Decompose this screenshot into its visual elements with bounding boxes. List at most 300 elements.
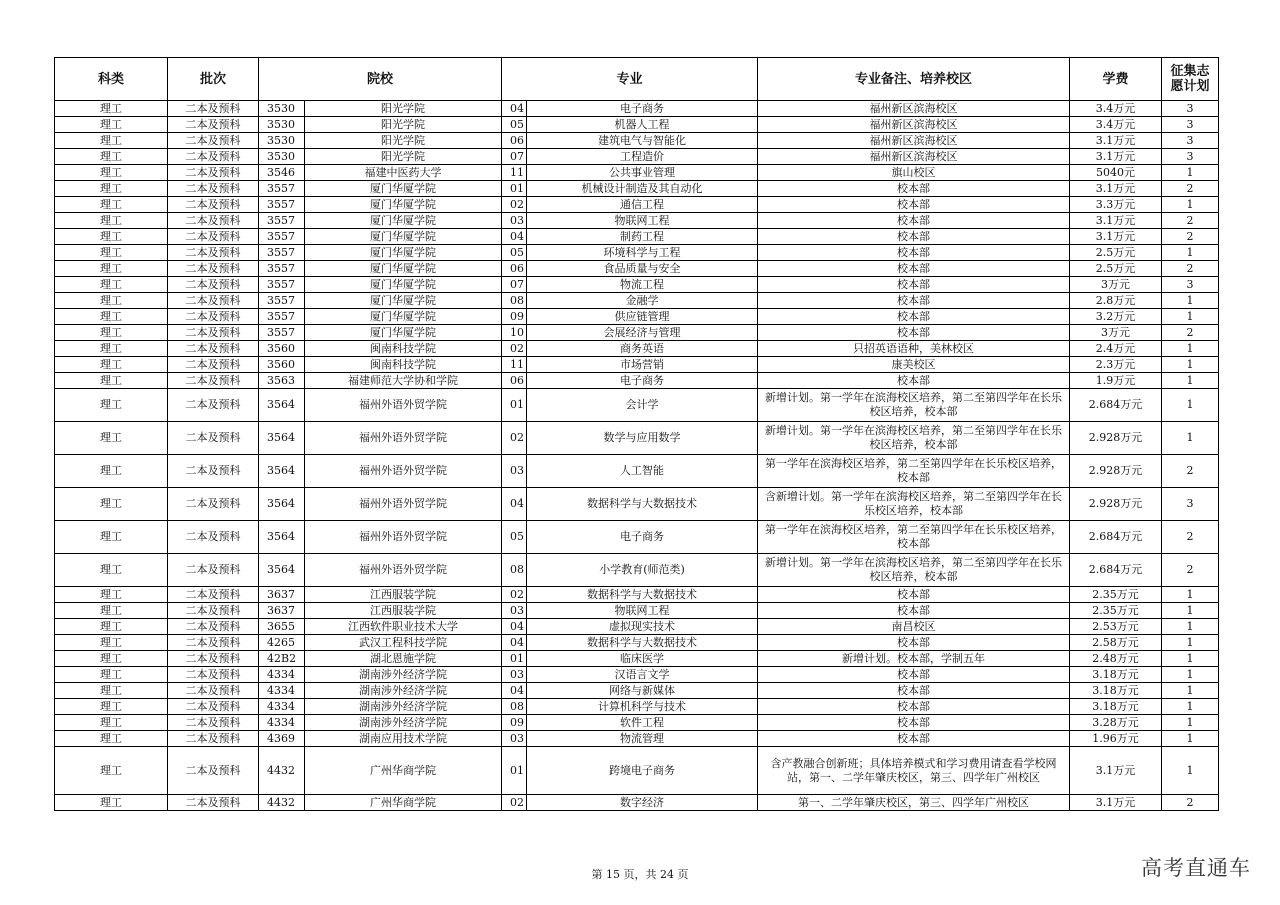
- cell-kelei: 理工: [55, 603, 168, 619]
- cell-school: 阳光学院: [305, 117, 502, 133]
- table-row: [55, 422, 1219, 455]
- cell-plan: 3: [1162, 117, 1219, 133]
- cell-note: 校本部: [758, 699, 1070, 715]
- cell-school-code: 3557: [259, 213, 305, 229]
- cell-major-code: 01: [502, 747, 527, 795]
- cell-fee: 3.2万元: [1070, 309, 1162, 325]
- cell-plan: 2: [1162, 213, 1219, 229]
- cell-school-code: 3557: [259, 229, 305, 245]
- cell-school: 厦门华厦学院: [305, 293, 502, 309]
- cell-plan: 2: [1162, 181, 1219, 197]
- cell-plan: 2: [1162, 229, 1219, 245]
- cell-note: 校本部: [758, 587, 1070, 603]
- cell-fee: 5040元: [1070, 165, 1162, 181]
- cell-school-code: 3530: [259, 117, 305, 133]
- cell-pici: 二本及预科: [168, 373, 259, 389]
- cell-plan: 1: [1162, 667, 1219, 683]
- cell-major-code: 11: [502, 357, 527, 373]
- cell-fee: 2.928万元: [1070, 422, 1162, 455]
- cell-pici: 二本及预科: [168, 699, 259, 715]
- admission-table-sheet: [54, 57, 1218, 811]
- table-row: [55, 133, 1219, 149]
- cell-major: 汉语言文学: [527, 667, 758, 683]
- cell-major-code: 04: [502, 229, 527, 245]
- cell-school-code: 3564: [259, 521, 305, 554]
- cell-school-code: 3557: [259, 197, 305, 213]
- cell-plan: 1: [1162, 197, 1219, 213]
- cell-plan: 1: [1162, 373, 1219, 389]
- cell-kelei: 理工: [55, 521, 168, 554]
- table-row: [55, 455, 1219, 488]
- table-row: [55, 181, 1219, 197]
- cell-kelei: 理工: [55, 101, 168, 117]
- table-row: [55, 635, 1219, 651]
- table-row: [55, 229, 1219, 245]
- cell-note: 校本部: [758, 245, 1070, 261]
- cell-major: 数据科学与大数据技术: [527, 587, 758, 603]
- cell-major: 机械设计制造及其自动化: [527, 181, 758, 197]
- cell-kelei: 理工: [55, 133, 168, 149]
- cell-major-code: 09: [502, 715, 527, 731]
- cell-major-code: 02: [502, 795, 527, 811]
- cell-plan: 2: [1162, 521, 1219, 554]
- table-row: [55, 149, 1219, 165]
- cell-major: 会展经济与管理: [527, 325, 758, 341]
- cell-kelei: 理工: [55, 357, 168, 373]
- cell-plan: 1: [1162, 603, 1219, 619]
- cell-plan: 1: [1162, 635, 1219, 651]
- cell-major: 会计学: [527, 389, 758, 422]
- cell-school-code: 3560: [259, 357, 305, 373]
- cell-major: 小学教育(师范类): [527, 554, 758, 587]
- cell-school: 湖南涉外经济学院: [305, 699, 502, 715]
- cell-note: 只招英语语种，美林校区: [758, 341, 1070, 357]
- cell-plan: 3: [1162, 101, 1219, 117]
- table-row: [55, 373, 1219, 389]
- cell-note: 福州新区滨海校区: [758, 101, 1070, 117]
- cell-fee: 2.58万元: [1070, 635, 1162, 651]
- cell-major-code: 02: [502, 341, 527, 357]
- cell-major-code: 04: [502, 101, 527, 117]
- cell-school: 福建师范大学协和学院: [305, 373, 502, 389]
- cell-pici: 二本及预科: [168, 651, 259, 667]
- cell-major-code: 08: [502, 554, 527, 587]
- cell-note: 校本部: [758, 667, 1070, 683]
- cell-note: 校本部: [758, 325, 1070, 341]
- cell-note: 南昌校区: [758, 619, 1070, 635]
- cell-major-code: 04: [502, 683, 527, 699]
- cell-fee: 1.9万元: [1070, 373, 1162, 389]
- cell-fee: 2.5万元: [1070, 261, 1162, 277]
- cell-kelei: 理工: [55, 117, 168, 133]
- cell-fee: 3.1万元: [1070, 133, 1162, 149]
- cell-fee: 3.18万元: [1070, 667, 1162, 683]
- cell-school: 福州外语外贸学院: [305, 422, 502, 455]
- cell-major-code: 01: [502, 181, 527, 197]
- header-pici: 批次: [168, 58, 259, 101]
- cell-kelei: 理工: [55, 213, 168, 229]
- cell-major: 物联网工程: [527, 603, 758, 619]
- cell-kelei: 理工: [55, 422, 168, 455]
- cell-major: 供应链管理: [527, 309, 758, 325]
- cell-plan: 2: [1162, 795, 1219, 811]
- cell-major-code: 10: [502, 325, 527, 341]
- cell-pici: 二本及预科: [168, 715, 259, 731]
- table-row: [55, 325, 1219, 341]
- cell-note: 校本部: [758, 229, 1070, 245]
- cell-major-code: 03: [502, 731, 527, 747]
- cell-major-code: 03: [502, 455, 527, 488]
- cell-school-code: 4432: [259, 795, 305, 811]
- cell-school-code: 3637: [259, 603, 305, 619]
- cell-plan: 1: [1162, 389, 1219, 422]
- table-row: [55, 357, 1219, 373]
- cell-pici: 二本及预科: [168, 117, 259, 133]
- cell-fee: 3.18万元: [1070, 683, 1162, 699]
- table-row: [55, 341, 1219, 357]
- table-row: [55, 731, 1219, 747]
- cell-fee: 3.1万元: [1070, 747, 1162, 795]
- cell-kelei: 理工: [55, 587, 168, 603]
- cell-note: 校本部: [758, 603, 1070, 619]
- cell-plan: 3: [1162, 133, 1219, 149]
- cell-school: 厦门华厦学院: [305, 245, 502, 261]
- cell-kelei: 理工: [55, 309, 168, 325]
- cell-pici: 二本及预科: [168, 619, 259, 635]
- cell-school: 闽南科技学院: [305, 341, 502, 357]
- cell-fee: 3万元: [1070, 277, 1162, 293]
- table-row: [55, 699, 1219, 715]
- cell-note: 新增计划。第一学年在滨海校区培养，第二至第四学年在长乐校区培养，校本部: [758, 554, 1070, 587]
- cell-pici: 二本及预科: [168, 293, 259, 309]
- cell-major-code: 02: [502, 197, 527, 213]
- cell-fee: 3.1万元: [1070, 181, 1162, 197]
- cell-major: 制药工程: [527, 229, 758, 245]
- cell-school-code: 3546: [259, 165, 305, 181]
- cell-fee: 2.3万元: [1070, 357, 1162, 373]
- table-row: [55, 277, 1219, 293]
- cell-pici: 二本及预科: [168, 488, 259, 521]
- cell-fee: 2.684万元: [1070, 554, 1162, 587]
- cell-note: 校本部: [758, 197, 1070, 213]
- cell-school: 广州华商学院: [305, 747, 502, 795]
- header-major: 专业: [502, 58, 758, 101]
- cell-note: 含新增计划。第一学年在滨海校区培养，第二至第四学年在长乐校区培养，校本部: [758, 488, 1070, 521]
- cell-school: 江西软件职业技术大学: [305, 619, 502, 635]
- cell-major: 物流管理: [527, 731, 758, 747]
- cell-major: 电子商务: [527, 373, 758, 389]
- cell-school-code: 3557: [259, 261, 305, 277]
- cell-note: 福州新区滨海校区: [758, 117, 1070, 133]
- cell-fee: 2.928万元: [1070, 488, 1162, 521]
- cell-kelei: 理工: [55, 619, 168, 635]
- cell-note: 第一学年在滨海校区培养，第二至第四学年在长乐校区培养，校本部: [758, 521, 1070, 554]
- table-row: [55, 683, 1219, 699]
- cell-fee: 2.35万元: [1070, 587, 1162, 603]
- cell-note: 福州新区滨海校区: [758, 149, 1070, 165]
- cell-school: 福州外语外贸学院: [305, 554, 502, 587]
- cell-school: 厦门华厦学院: [305, 197, 502, 213]
- cell-school-code: 4334: [259, 683, 305, 699]
- table-row: [55, 521, 1219, 554]
- cell-plan: 3: [1162, 488, 1219, 521]
- cell-kelei: 理工: [55, 731, 168, 747]
- cell-major: 软件工程: [527, 715, 758, 731]
- cell-note: 校本部: [758, 731, 1070, 747]
- cell-major: 计算机科学与技术: [527, 699, 758, 715]
- cell-major: 物流工程: [527, 277, 758, 293]
- cell-school: 阳光学院: [305, 133, 502, 149]
- cell-plan: 1: [1162, 341, 1219, 357]
- cell-major: 跨境电子商务: [527, 747, 758, 795]
- cell-school: 厦门华厦学院: [305, 261, 502, 277]
- cell-major: 人工智能: [527, 455, 758, 488]
- cell-fee: 2.48万元: [1070, 651, 1162, 667]
- cell-kelei: 理工: [55, 667, 168, 683]
- cell-fee: 3.1万元: [1070, 213, 1162, 229]
- cell-pici: 二本及预科: [168, 603, 259, 619]
- cell-pici: 二本及预科: [168, 455, 259, 488]
- table-row: [55, 293, 1219, 309]
- cell-major: 工程造价: [527, 149, 758, 165]
- cell-major-code: 02: [502, 587, 527, 603]
- cell-fee: 2.35万元: [1070, 603, 1162, 619]
- table-row: [55, 389, 1219, 422]
- cell-kelei: 理工: [55, 699, 168, 715]
- cell-kelei: 理工: [55, 488, 168, 521]
- cell-fee: 2.4万元: [1070, 341, 1162, 357]
- cell-school: 湖南涉外经济学院: [305, 715, 502, 731]
- cell-pici: 二本及预科: [168, 795, 259, 811]
- cell-pici: 二本及预科: [168, 587, 259, 603]
- cell-note: 校本部: [758, 715, 1070, 731]
- table-row: [55, 245, 1219, 261]
- cell-fee: 3.1万元: [1070, 229, 1162, 245]
- cell-school-code: 4334: [259, 699, 305, 715]
- cell-school: 厦门华厦学院: [305, 213, 502, 229]
- cell-major: 电子商务: [527, 101, 758, 117]
- cell-school-code: 3564: [259, 422, 305, 455]
- page-footer: 第 15 页，共 24 页: [591, 868, 689, 881]
- cell-major-code: 07: [502, 277, 527, 293]
- cell-plan: 1: [1162, 293, 1219, 309]
- cell-major-code: 04: [502, 488, 527, 521]
- table-row: [55, 488, 1219, 521]
- cell-note: 新增计划。第一学年在滨海校区培养，第二至第四学年在长乐校区培养，校本部: [758, 389, 1070, 422]
- cell-fee: 2.928万元: [1070, 455, 1162, 488]
- cell-school-code: 42B2: [259, 651, 305, 667]
- cell-plan: 1: [1162, 245, 1219, 261]
- cell-major: 食品质量与安全: [527, 261, 758, 277]
- cell-school-code: 3557: [259, 293, 305, 309]
- cell-pici: 二本及预科: [168, 521, 259, 554]
- cell-pici: 二本及预科: [168, 149, 259, 165]
- cell-note: 校本部: [758, 293, 1070, 309]
- cell-major: 建筑电气与智能化: [527, 133, 758, 149]
- cell-major-code: 04: [502, 635, 527, 651]
- cell-kelei: 理工: [55, 181, 168, 197]
- cell-plan: 1: [1162, 357, 1219, 373]
- cell-kelei: 理工: [55, 165, 168, 181]
- cell-kelei: 理工: [55, 651, 168, 667]
- cell-major: 临床医学: [527, 651, 758, 667]
- cell-major: 网络与新媒体: [527, 683, 758, 699]
- cell-pici: 二本及预科: [168, 261, 259, 277]
- cell-kelei: 理工: [55, 149, 168, 165]
- cell-note: 新增计划。校本部，学制五年: [758, 651, 1070, 667]
- cell-school: 厦门华厦学院: [305, 309, 502, 325]
- cell-note: 校本部: [758, 261, 1070, 277]
- cell-major-code: 03: [502, 213, 527, 229]
- cell-major: 电子商务: [527, 521, 758, 554]
- cell-plan: 1: [1162, 747, 1219, 795]
- cell-note: 福州新区滨海校区: [758, 133, 1070, 149]
- cell-school: 福州外语外贸学院: [305, 521, 502, 554]
- cell-major: 数学与应用数学: [527, 422, 758, 455]
- cell-kelei: 理工: [55, 341, 168, 357]
- header-fee: 学费: [1070, 58, 1162, 101]
- cell-school-code: 3564: [259, 389, 305, 422]
- table-row: [55, 213, 1219, 229]
- cell-major-code: 06: [502, 261, 527, 277]
- cell-school: 福州外语外贸学院: [305, 455, 502, 488]
- cell-note: 第一学年在滨海校区培养，第二至第四学年在长乐校区培养，校本部: [758, 455, 1070, 488]
- cell-note: 康美校区: [758, 357, 1070, 373]
- cell-school-code: 4432: [259, 747, 305, 795]
- cell-kelei: 理工: [55, 683, 168, 699]
- cell-major-code: 08: [502, 293, 527, 309]
- cell-fee: 2.5万元: [1070, 245, 1162, 261]
- cell-plan: 2: [1162, 455, 1219, 488]
- cell-school-code: 3557: [259, 245, 305, 261]
- cell-school: 湖北恩施学院: [305, 651, 502, 667]
- cell-school: 阳光学院: [305, 101, 502, 117]
- cell-pici: 二本及预科: [168, 635, 259, 651]
- table-row: [55, 261, 1219, 277]
- cell-school: 湖南涉外经济学院: [305, 683, 502, 699]
- cell-school-code: 3557: [259, 181, 305, 197]
- cell-note: 校本部: [758, 635, 1070, 651]
- cell-note: 校本部: [758, 373, 1070, 389]
- cell-pici: 二本及预科: [168, 554, 259, 587]
- cell-major-code: 11: [502, 165, 527, 181]
- table-row: [55, 715, 1219, 731]
- cell-school-code: 4334: [259, 715, 305, 731]
- cell-major-code: 06: [502, 373, 527, 389]
- cell-pici: 二本及预科: [168, 667, 259, 683]
- cell-pici: 二本及预科: [168, 683, 259, 699]
- cell-major: 虚拟现实技术: [527, 619, 758, 635]
- cell-major: 市场营销: [527, 357, 758, 373]
- cell-major-code: 05: [502, 521, 527, 554]
- cell-plan: 1: [1162, 587, 1219, 603]
- cell-plan: 1: [1162, 731, 1219, 747]
- cell-kelei: 理工: [55, 747, 168, 795]
- cell-pici: 二本及预科: [168, 341, 259, 357]
- watermark: 高考直通车: [1141, 856, 1251, 880]
- cell-pici: 二本及预科: [168, 229, 259, 245]
- cell-school-code: 4265: [259, 635, 305, 651]
- cell-kelei: 理工: [55, 277, 168, 293]
- cell-pici: 二本及预科: [168, 325, 259, 341]
- cell-pici: 二本及预科: [168, 101, 259, 117]
- cell-major: 通信工程: [527, 197, 758, 213]
- cell-pici: 二本及预科: [168, 197, 259, 213]
- cell-note: 新增计划。第一学年在滨海校区培养，第二至第四学年在长乐校区培养，校本部: [758, 422, 1070, 455]
- cell-plan: 2: [1162, 261, 1219, 277]
- cell-major-code: 02: [502, 422, 527, 455]
- table-row: [55, 309, 1219, 325]
- cell-fee: 3.4万元: [1070, 101, 1162, 117]
- cell-fee: 3万元: [1070, 325, 1162, 341]
- cell-school-code: 4369: [259, 731, 305, 747]
- cell-pici: 二本及预科: [168, 133, 259, 149]
- cell-plan: 1: [1162, 715, 1219, 731]
- cell-pici: 二本及预科: [168, 181, 259, 197]
- cell-plan: 1: [1162, 651, 1219, 667]
- cell-fee: 3.1万元: [1070, 149, 1162, 165]
- cell-note: 旗山校区: [758, 165, 1070, 181]
- cell-school-code: 3530: [259, 133, 305, 149]
- cell-fee: 3.1万元: [1070, 795, 1162, 811]
- cell-major-code: 05: [502, 245, 527, 261]
- table-row: [55, 603, 1219, 619]
- table-row: [55, 651, 1219, 667]
- cell-pici: 二本及预科: [168, 731, 259, 747]
- table-header-row: [55, 58, 1219, 101]
- header-school: 院校: [259, 58, 502, 101]
- cell-pici: 二本及预科: [168, 165, 259, 181]
- cell-school-code: 4334: [259, 667, 305, 683]
- cell-school-code: 3530: [259, 149, 305, 165]
- cell-plan: 1: [1162, 309, 1219, 325]
- cell-school: 江西服装学院: [305, 603, 502, 619]
- cell-school: 福州外语外贸学院: [305, 389, 502, 422]
- cell-kelei: 理工: [55, 245, 168, 261]
- cell-pici: 二本及预科: [168, 213, 259, 229]
- table-row: [55, 747, 1219, 795]
- cell-pici: 二本及预科: [168, 357, 259, 373]
- cell-major-code: 03: [502, 667, 527, 683]
- cell-school: 厦门华厦学院: [305, 277, 502, 293]
- cell-note: 校本部: [758, 277, 1070, 293]
- cell-pici: 二本及预科: [168, 747, 259, 795]
- cell-major-code: 01: [502, 651, 527, 667]
- cell-plan: 1: [1162, 165, 1219, 181]
- cell-major: 数据科学与大数据技术: [527, 488, 758, 521]
- cell-major-code: 05: [502, 117, 527, 133]
- cell-kelei: 理工: [55, 229, 168, 245]
- cell-fee: 2.53万元: [1070, 619, 1162, 635]
- cell-pici: 二本及预科: [168, 389, 259, 422]
- cell-fee: 1.96万元: [1070, 731, 1162, 747]
- cell-major: 数据科学与大数据技术: [527, 635, 758, 651]
- table-row: [55, 117, 1219, 133]
- cell-pici: 二本及预科: [168, 309, 259, 325]
- cell-school: 阳光学院: [305, 149, 502, 165]
- cell-plan: 1: [1162, 699, 1219, 715]
- cell-kelei: 理工: [55, 197, 168, 213]
- cell-school-code: 3564: [259, 554, 305, 587]
- cell-plan: 1: [1162, 683, 1219, 699]
- admission-table: [54, 57, 1219, 811]
- table-row: [55, 587, 1219, 603]
- cell-plan: 2: [1162, 325, 1219, 341]
- cell-kelei: 理工: [55, 715, 168, 731]
- cell-major-code: 04: [502, 619, 527, 635]
- cell-kelei: 理工: [55, 554, 168, 587]
- cell-school-code: 3557: [259, 309, 305, 325]
